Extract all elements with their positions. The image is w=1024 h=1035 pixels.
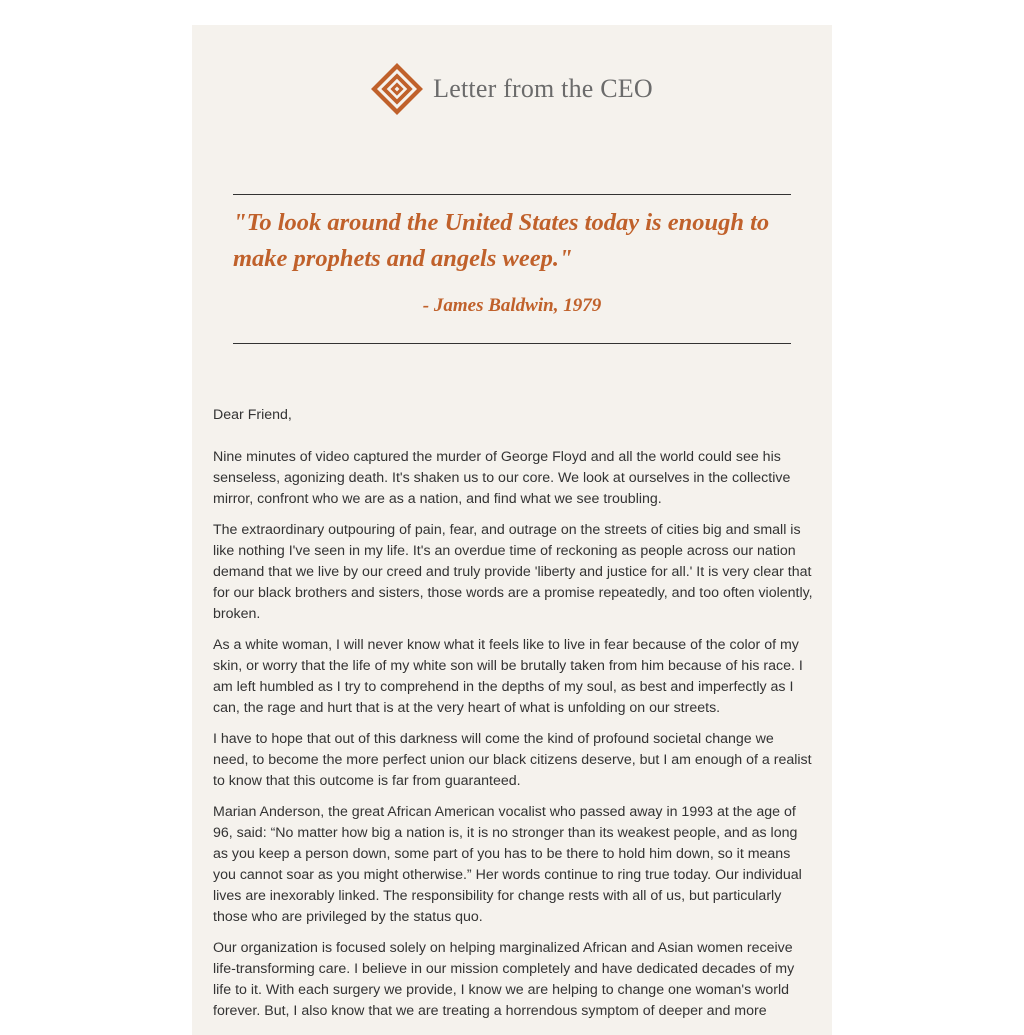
letter-paragraph: As a white woman, I will never know what it feels like to live in fear because of the color of my skin, or worry that the life of my white son will be brutally taken from him because of his race. I am left humbled as I try to comprehend in the depths of my soul, as best and imperfectly as I can, the rage and hurt that is at the very heart of what is unfolding on our streets.: [213, 637, 803, 716]
letter-paragraph: Nine minutes of video captured the murder of George Floyd and all the world could see his senseless, agonizing death. It's shaken us to our core. We look at ourselves in the collective mirror, confront who we are as a nation, and find what we see troubling.: [213, 449, 791, 507]
quote-bottom-divider: [233, 343, 791, 344]
letter-paragraph: Our organization is focused solely on helping marginalized African and Asian women receive life-transforming care. I believe in our mission completely and have dedicated decades of my life to it. With each surgery we provide, I know we are helping to change one woman's world forever. But, I also know that we are treating a horrendous symptom of deeper and more: [213, 940, 795, 1019]
letter-body: [213, 405, 813, 1032]
quote-attribution-text: - James Baldwin, 1979: [422, 295, 602, 316]
letter-paragraph: The extraordinary outpouring of pain, fear, and outrage on the streets of cities big and small is like nothing I've seen in my life. It's an overdue time of reckoning as people across our nation demand that we live by our creed and truly provide 'liberty and justice for all.' It is very clear that for our black brothers and sisters, those words are a promise repeatedly, and too often violently, broken.: [213, 522, 813, 622]
quote-top-divider: [233, 194, 791, 195]
letter-paragraph: Marian Anderson, the great African American vocalist who passed away in 1993 at the age of 96, said: “No matter how big a nation is, it is no stronger than its weakest people, and as long as you keep a person down, some part of you has to be there to hold him down, so it means you cannot soar as you might otherwise.” Her words continue to ring true today. Our individual lives are inexorably linked. The responsibility for change rests with all of us, but particularly those who are privileged by the status quo.: [213, 804, 802, 925]
page-title: Letter from the CEO: [433, 74, 653, 103]
pull-quote: "To look around the United States today is enough to make prophets and angels weep.": [233, 209, 770, 272]
header: [192, 63, 832, 115]
quote-attribution: [192, 293, 832, 319]
letter-paragraph: I have to hope that out of this darkness will come the kind of profound societal change we need, to become the more perfect union our black citizens deserve, but I am enough of a realist to know that this outcome is far from guaranteed.: [213, 731, 812, 789]
diamond-logo-icon: [371, 63, 423, 115]
salutation: Dear Friend,: [213, 407, 292, 423]
letter-page: [192, 25, 832, 1035]
